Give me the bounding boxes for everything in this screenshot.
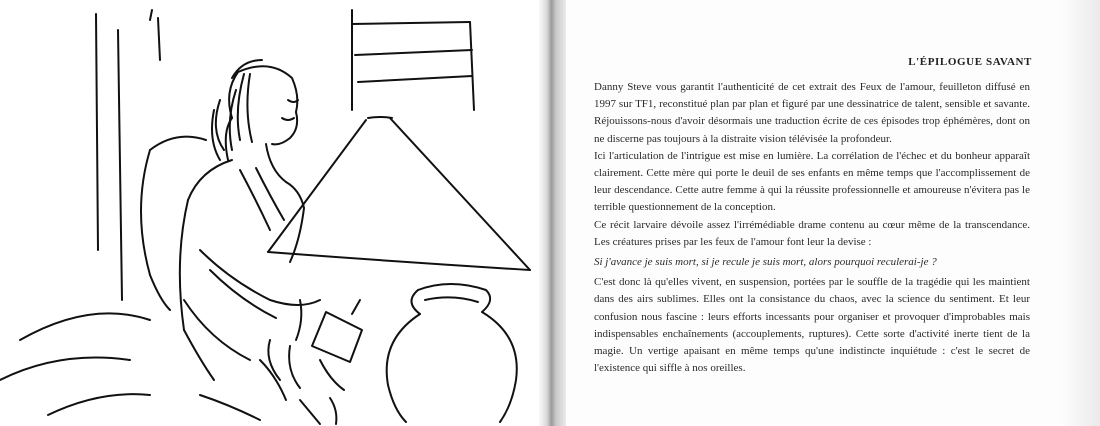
paragraph: Danny Steve vous garantit l'authenticité de cet extrait des Feux de l'amour, feuilleton diffusé en 1997 sur TF1, reconstitué plan par plan et figuré par une dessinatrice de talent, sensible et savante. Réjouissons-nous d'avoir désormais une traduction écrite de ces épisodes trop éphémères, dont on ne discerne pas toujours à la distraite vision télévisée la profondeur. xyxy=(594,81,1030,145)
line-drawing-illustration xyxy=(0,0,548,426)
text-body xyxy=(594,79,1030,377)
epigraph-quote: Si j'avance je suis mort, si je recule je suis mort, alors pourquoi reculerai-je ? xyxy=(594,256,937,269)
paragraph: Ce récit larvaire dévoile assez l'irrémédiable drame contenu au cœur même de la transcendance. Les créatures prises par les feux de l'amour font leur la devise : xyxy=(594,218,1030,248)
closing-paragraph: C'est donc là qu'elles vivent, en suspension, portées par le souffle de la tragédie qui les maintient dans des airs sublimes. Elles ont la consistance du chaos, avec la science du sentiment. Et leur confusion nous fascine : leurs efforts incessants pour organiser et provoquer d'improbables mais indispensables enchaînements (accouplements, ruptures). Cette sorte d'activité inerte tient de la magie. Un vertige apaisant en même temps qu'une indistincte inquiétude : c'est le secret de l'existence qui siffle à nos oreilles. xyxy=(594,276,1030,375)
running-head: L'ÉPILOGUE SAVANT xyxy=(908,56,1032,68)
illustration-page xyxy=(0,0,548,426)
book-gutter xyxy=(538,0,568,426)
paragraph: Ici l'articulation de l'intrigue est mise en lumière. La corrélation de l'échec et du bonheur apparaît clairement. Cette mère qui porte le deuil de ses enfants en même temps que l'accomplissement de leur descendance. Cette autre femme à qui la réussite professionnelle et amoureuse n'évitera pas le terrible questionnement de la conception. xyxy=(594,149,1030,214)
text-page xyxy=(566,0,1100,426)
page-edge-shadow xyxy=(1060,0,1100,426)
